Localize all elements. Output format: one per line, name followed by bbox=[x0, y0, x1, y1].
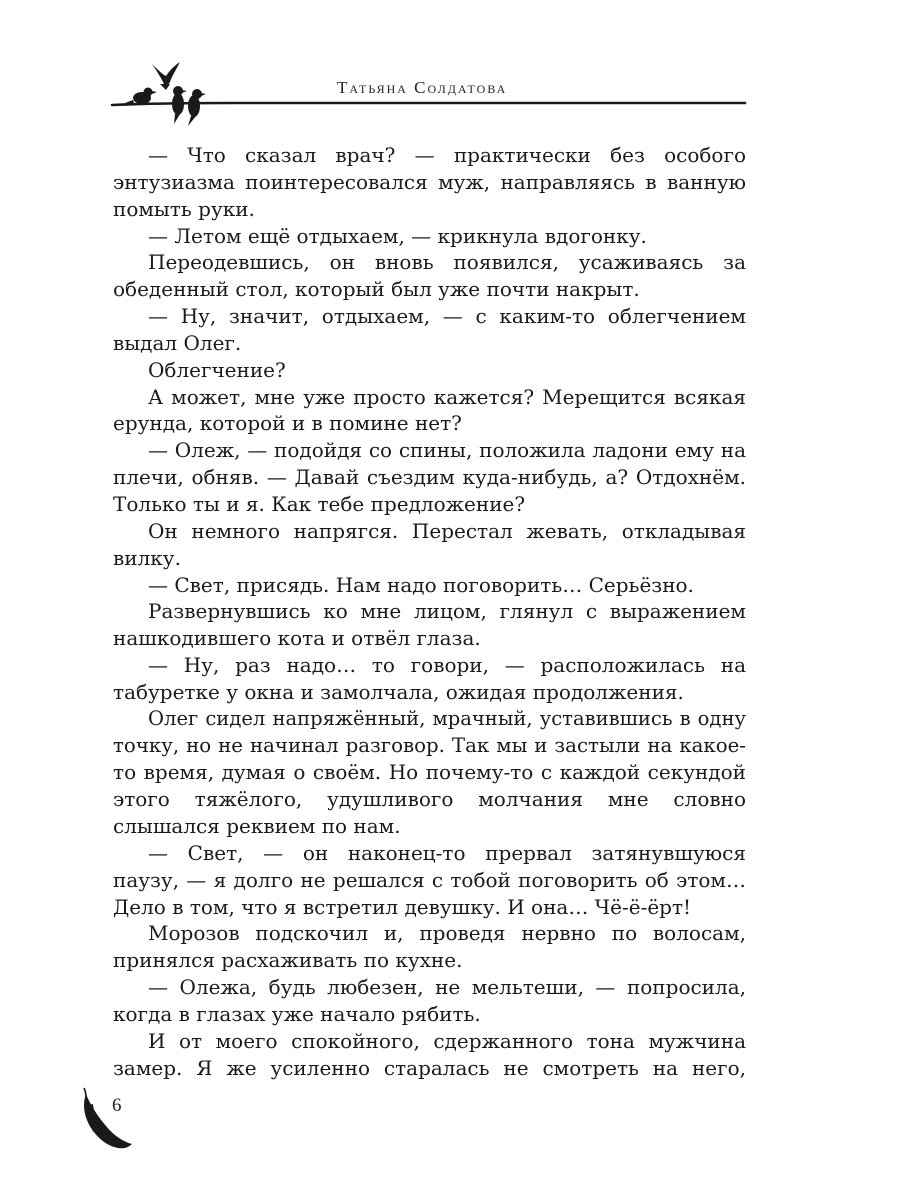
text-line: Развернувшись ко мне лицом, глянул с выражением bbox=[148, 599, 746, 624]
text-line: — Олежа, будь любезен, не мельтеши, — попросила, bbox=[148, 975, 746, 1000]
text-line: — Ну, значит, отдыхаем, — с каким-то облегчением bbox=[148, 304, 746, 329]
text-line: — Летом ещё отдыхаем, — крикнула вдогонку. bbox=[148, 223, 647, 248]
text-line: принялся расхаживать по кухне. bbox=[113, 948, 463, 973]
text-line: точку, но не начинал разговор. Так мы и застыли на какое- bbox=[113, 733, 746, 757]
text-line: плечи, обняв. — Давай съездим куда-нибудь, а? Отдохнём. bbox=[113, 465, 746, 490]
text-line: табуретке у окна и замолчала, ожидая продолжения. bbox=[113, 679, 684, 704]
text-line: вилку. bbox=[113, 545, 181, 570]
text-line: нашкодившего кота и отвёл глаза. bbox=[113, 626, 481, 651]
text-line: обеденный стол, который был уже почти накрыт. bbox=[113, 277, 640, 302]
page-number: 6 bbox=[112, 1095, 122, 1116]
page-footer bbox=[0, 1080, 900, 1180]
text-line: Только ты и я. Как тебе предложение? bbox=[113, 491, 526, 516]
text-line: — Свет, — он наконец-то прервал затянувшуюся bbox=[148, 840, 746, 865]
text-line: паузу, — я долго не решался с тобой поговорить об этом… bbox=[113, 867, 746, 892]
feather-icon bbox=[0, 1080, 900, 1180]
text-line: ерунда, которой и в помине нет? bbox=[113, 411, 462, 436]
text-line: Облегчение? bbox=[148, 357, 286, 382]
text-line: выдал Олег. bbox=[113, 330, 242, 355]
author-name: Татьяна Солдатова bbox=[337, 78, 508, 97]
running-header bbox=[0, 0, 900, 140]
text-line: И от моего спокойного, сдержанного тона мужчина bbox=[148, 1028, 746, 1053]
text-line: Переодевшись, он вновь появился, усаживаясь за bbox=[148, 250, 746, 275]
text-line: — Олеж, — подойдя со спины, положила ладони ему на bbox=[148, 438, 746, 463]
page-body-text bbox=[113, 142, 746, 1082]
text-line: помыть руки. bbox=[113, 196, 255, 221]
text-line: Дело в том, что я встретил девушку. И она… Чё-ё-ёрт! bbox=[113, 894, 692, 919]
text-line: Олег сидел напряжённый, мрачный, уставившись в одну bbox=[148, 706, 746, 730]
text-line: замер. Я же усиленно старалась не смотреть на него, bbox=[113, 1055, 746, 1080]
text-line: Он немного напрягся. Перестал жевать, откладывая bbox=[148, 518, 746, 543]
text-line: — Свет, присядь. Нам надо поговорить… Серьёзно. bbox=[148, 572, 694, 597]
text-line: А может, мне уже просто кажется? Мерещится всякая bbox=[148, 384, 746, 409]
text-line: слышался реквием по нам. bbox=[113, 814, 401, 839]
birds-on-wire-icon bbox=[0, 0, 900, 140]
text-line: то время, думая о своём. Но почему-то с каждой секундой bbox=[113, 760, 746, 785]
text-line: Морозов подскочил и, проведя нервно по волосам, bbox=[148, 921, 746, 946]
text-line: когда в глазах уже начало рябить. bbox=[113, 1002, 481, 1026]
text-line: — Что сказал врач? — практически без особого bbox=[148, 143, 746, 167]
text-line: энтузиазма поинтересовался муж, направляясь в ванную bbox=[113, 169, 746, 194]
text-line: — Ну, раз надо… то говори, — расположилась на bbox=[148, 653, 746, 678]
text-line: этого тяжёлого, удушливого молчания мне словно bbox=[113, 787, 746, 812]
